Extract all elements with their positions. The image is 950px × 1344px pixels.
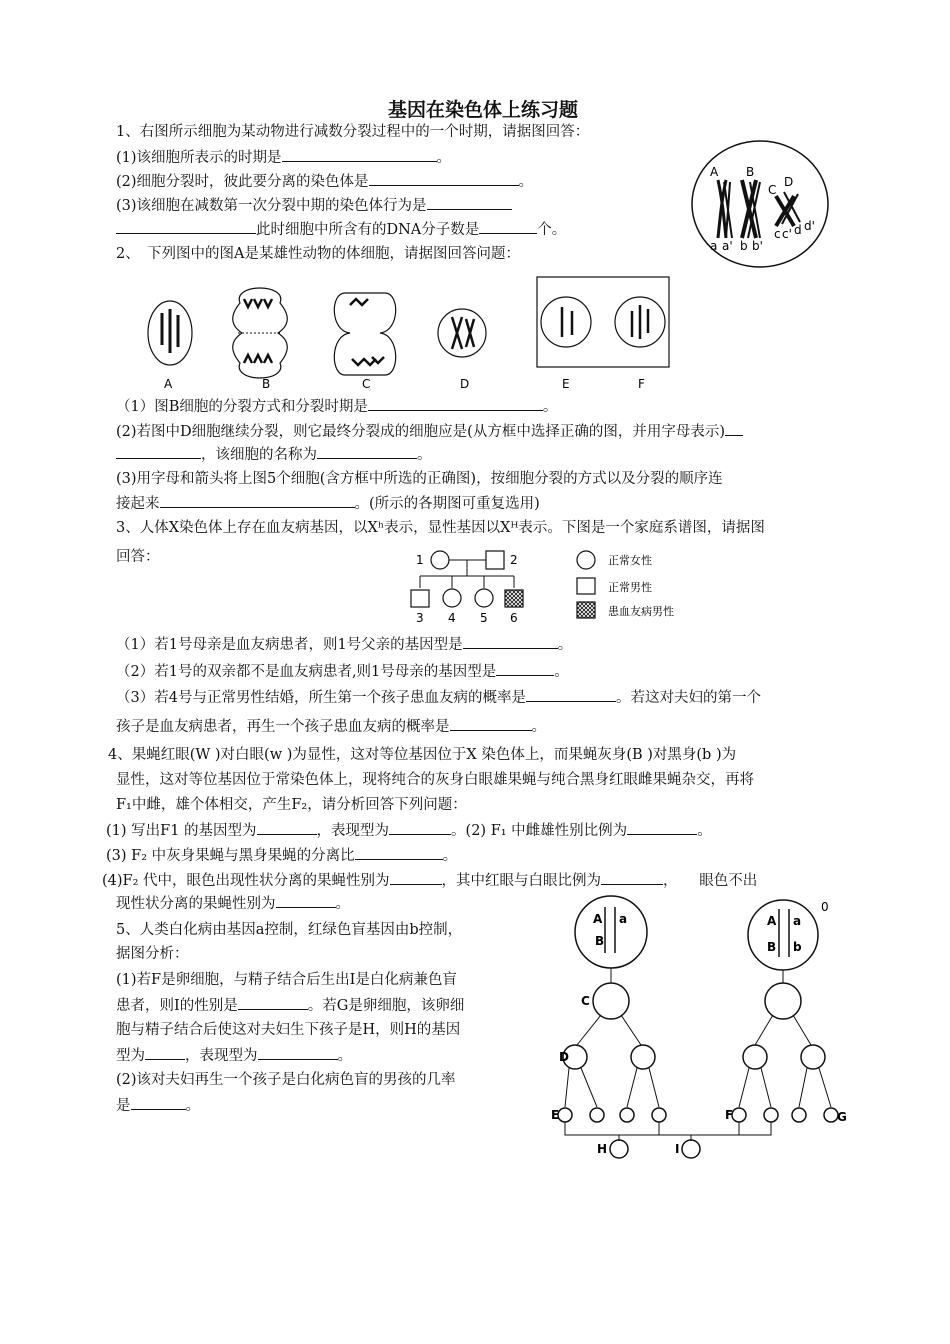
q3-part2 xyxy=(116,661,569,682)
q2-part2-cont-text: ，该细胞的名称为 xyxy=(201,447,317,463)
gamete-formation-figure xyxy=(545,895,850,1160)
label-b: b xyxy=(740,239,748,253)
label-zero: 0 xyxy=(821,900,829,914)
label-c-prime: c' xyxy=(782,227,792,241)
label-cell-c: C xyxy=(362,377,371,391)
q5-part1-a: (1)若F是卵细胞，与精子结合后生出I是白化病兼色盲 xyxy=(116,972,457,988)
q1-part3-cont-text: 此时细胞中所含有的DNA分子数是 xyxy=(256,222,480,238)
q5-part1-d-text: 型为 xyxy=(116,1048,145,1064)
answer-blank[interactable] xyxy=(160,493,355,508)
legend-female-icon xyxy=(577,551,595,569)
answer-blank[interactable] xyxy=(427,195,512,210)
q1-part2-end: 。 xyxy=(518,174,534,190)
label-right-a: a xyxy=(793,914,802,928)
label-left-B: B xyxy=(595,934,605,948)
q4-part1-text: (1) 写出F1 的基因型为 xyxy=(106,823,257,839)
q4-part4-mid: ，其中红眼与白眼比例为 xyxy=(441,873,602,889)
answer-blank[interactable] xyxy=(725,421,743,436)
answer-blank[interactable] xyxy=(368,396,543,411)
q4-part4 xyxy=(102,870,757,891)
q5-part2-a: (2)该对夫妇再生一个孩子是白化病色盲的男孩的几率 xyxy=(116,1072,456,1088)
q2-part2-end: 。 xyxy=(417,447,432,463)
answer-blank[interactable] xyxy=(526,687,616,702)
q4-part4-cont xyxy=(116,893,350,914)
meiosis-cell-figure xyxy=(690,138,830,270)
label-right-A: A xyxy=(767,914,777,928)
q5-part1-c: 胞与精子结合后使这对夫妇生下孩子是H，则H的基因 xyxy=(116,1022,461,1038)
q4-part4-end: 。 xyxy=(335,896,350,912)
pedigree-number-6: 6 xyxy=(510,611,518,625)
q4-stem-line1: 4、果蝇红眼(W )对白眼(w )为显性，这对等位基因位于X 染色体上，而果蝇灰身(B )对黑身(b )为 xyxy=(108,747,737,763)
label-C: C xyxy=(768,183,777,197)
q3-part3-end: 。 xyxy=(531,719,546,735)
legend-affected-icon xyxy=(577,602,595,618)
pedigree-number-3: 3 xyxy=(416,611,424,625)
answer-blank[interactable] xyxy=(131,1095,186,1110)
q5-part2-b-text: 是 xyxy=(116,1098,131,1114)
label-D: D xyxy=(784,175,794,189)
female-5 xyxy=(475,589,493,607)
q1-part3-cont xyxy=(116,219,566,240)
q2-part2-cont xyxy=(116,444,432,465)
q5-part1-d xyxy=(116,1045,352,1066)
answer-blank[interactable] xyxy=(282,147,437,162)
pedigree-number-5: 5 xyxy=(480,611,488,625)
q5-stem: 5、人类白化病由基因a控制，红绿色盲基因由b控制， xyxy=(116,922,463,938)
q3-part1-end: 。 xyxy=(557,637,573,653)
q3-part2-text: （2）若1号的双亲都不是血友病患者,则1号母亲的基因型是 xyxy=(116,664,497,680)
answer-blank[interactable] xyxy=(479,219,537,234)
q2-part3-cont xyxy=(116,493,540,514)
q5-part2-b-end: 。 xyxy=(185,1098,200,1114)
q4-part4-cont-text: 现性状分离的果蝇性别为 xyxy=(116,896,276,912)
q5-part1-b xyxy=(116,995,464,1016)
q3-part2-end: 。 xyxy=(554,664,569,680)
page-title: 基因在染色体上练习题 xyxy=(388,99,579,121)
female-1 xyxy=(431,551,449,569)
label-a: a xyxy=(710,239,718,253)
q4-part2-end: 。 xyxy=(697,823,712,839)
q3-part3-mid: 。若这对夫妇的第一个 xyxy=(615,690,761,706)
q5-part1-d-mid: ，表现型为 xyxy=(185,1048,258,1064)
answer-blank[interactable] xyxy=(450,716,532,731)
answer-blank[interactable] xyxy=(276,893,336,908)
q2-part1-end: 。 xyxy=(542,399,558,415)
answer-blank[interactable] xyxy=(317,444,417,459)
label-E: E xyxy=(551,1108,560,1122)
affected-male-6 xyxy=(505,590,523,607)
label-left-a: a xyxy=(619,912,628,926)
legend-normal-female: 正常女性 xyxy=(608,554,652,567)
q2-part2-text: (2)若图中D细胞继续分裂，则它最终分裂成的细胞应是(从方框中选择正确的图，并用字母表示) xyxy=(116,424,725,440)
q2-stem: 2、 下列图中的图A是某雄性动物的体细胞，请据图回答问题： xyxy=(116,246,520,262)
q4-part1 xyxy=(106,820,712,841)
legend-affected-male: 患血友病男性 xyxy=(608,605,674,618)
label-cell-e: E xyxy=(562,377,570,391)
answer-blank[interactable] xyxy=(369,171,519,186)
answer-blank[interactable] xyxy=(601,870,663,885)
q1-part2 xyxy=(116,171,533,192)
pedigree-number-2: 2 xyxy=(510,553,518,567)
q1-part1-end: 。 xyxy=(436,150,452,166)
label-B: B xyxy=(746,165,755,179)
label-left-A: A xyxy=(593,912,603,926)
answer-blank[interactable] xyxy=(496,661,554,676)
cell-d xyxy=(438,309,486,357)
q1-part3 xyxy=(116,195,512,216)
q4-part1-mid: ，表现型为 xyxy=(316,823,390,839)
q1-part1 xyxy=(116,147,451,168)
pedigree-number-4: 4 xyxy=(448,611,456,625)
label-H: H xyxy=(597,1142,608,1156)
q5-part2-b xyxy=(116,1095,200,1116)
female-4 xyxy=(443,589,461,607)
q2-part1-text: （1）图B细胞的分裂方式和分裂时期是 xyxy=(116,399,368,415)
q1-part3-text: (3)该细胞在减数第一次分裂中期的染色体行为是 xyxy=(116,198,427,214)
q3-part1 xyxy=(116,634,572,655)
answer-blank[interactable] xyxy=(257,820,317,835)
answer-blank[interactable] xyxy=(390,870,442,885)
label-d: d xyxy=(794,223,802,237)
q2-part3-cont-text: 接起来 xyxy=(116,496,160,512)
cell-c xyxy=(334,293,395,375)
q3-part3-cont-text: 孩子是血友病患者，再生一个孩子患血友病的概率是 xyxy=(116,719,450,735)
label-A: A xyxy=(710,165,719,179)
q4-part4-mid2: ， 眼色不出 xyxy=(663,873,758,889)
q3-stem: 3、人体X染色体上存在血友病基因，以Xʰ表示，显性基因以Xᴴ表示。下图是一个家庭系谱图，请据图 xyxy=(116,520,765,536)
answer-blank[interactable] xyxy=(355,845,443,860)
pedigree-number-1: 1 xyxy=(416,553,424,567)
answer-blank[interactable] xyxy=(389,820,451,835)
label-G: G xyxy=(837,1110,847,1124)
answer-blank[interactable] xyxy=(258,1045,338,1060)
q3-part3-text: （3）若4号与正常男性结婚，所生第一个孩子患血友病的概率是 xyxy=(116,690,526,706)
answer-blank[interactable] xyxy=(238,995,308,1010)
q4-part3 xyxy=(106,845,457,866)
q4-stem-line3: F₁中雌，雄个体相交，产生F₂，请分析回答下列问题： xyxy=(116,797,467,813)
label-c: c xyxy=(774,227,781,241)
label-C: C xyxy=(581,994,590,1008)
q5-part1-d-end: 。 xyxy=(337,1048,352,1064)
legend-male-icon xyxy=(577,578,595,594)
label-cell-d: D xyxy=(460,377,470,391)
q1-part2-text: (2)细胞分裂时，彼此要分离的染色体是 xyxy=(116,174,369,190)
q3-part3 xyxy=(116,687,761,708)
label-b-prime: b' xyxy=(752,239,763,253)
male-3 xyxy=(411,590,429,607)
q1-part1-text: (1)该细胞所表示的时期是 xyxy=(116,150,282,166)
q3-stem-cont: 回答： xyxy=(116,549,160,565)
label-right-B: B xyxy=(767,940,777,954)
label-cell-b: B xyxy=(262,377,271,391)
label-cell-f: F xyxy=(638,377,645,391)
cell-division-figure xyxy=(140,275,680,395)
label-cell-a: A xyxy=(164,377,173,391)
cell-e xyxy=(541,297,591,347)
pedigree-chart xyxy=(400,546,700,626)
answer-blank[interactable] xyxy=(145,1045,185,1060)
q4-part3-end: 。 xyxy=(442,848,458,864)
q4-stem-line2: 显性，这对等位基因位于常染色体上，现将纯合的灰身白眼雄果蝇与纯合黑身红眼雌果蝇杂交，再将 xyxy=(116,772,754,788)
legend-normal-male: 正常男性 xyxy=(608,581,652,594)
answer-blank[interactable] xyxy=(627,820,697,835)
label-I: I xyxy=(675,1142,680,1156)
q5-part1-b-end: 。若G是卵细胞，该卵细 xyxy=(307,998,465,1014)
answer-blank[interactable] xyxy=(116,444,201,459)
q5-stem2: 据图分析： xyxy=(116,946,189,962)
q2-part2 xyxy=(116,421,743,442)
q2-part1 xyxy=(116,396,557,417)
label-right-b: b xyxy=(793,940,802,954)
label-F: F xyxy=(725,1108,734,1122)
q3-part3-cont xyxy=(116,716,546,737)
q3-part1-text: （1）若1号母亲是血友病患者，则1号父亲的基因型是 xyxy=(116,637,463,653)
label-a-prime: a' xyxy=(722,239,733,253)
answer-blank[interactable] xyxy=(463,634,558,649)
q4-part2-text: 。(2) F₁ 中雌雄性别比例为 xyxy=(451,823,628,839)
answer-blank[interactable] xyxy=(116,219,256,234)
q4-part4-text: (4)F₂ 代中，眼色出现性状分离的果蝇性别为 xyxy=(102,873,390,889)
q4-part3-text: (3) F₂ 中灰身果蝇与黑身果蝇的分离比 xyxy=(106,848,355,864)
label-d-prime: d' xyxy=(804,219,815,233)
q1-stem: 1、右图所示细胞为某动物进行减数分裂过程中的一个时期，请据图回答： xyxy=(116,124,590,140)
q5-part1-b-text: 患者，则I的性别是 xyxy=(116,998,238,1014)
male-2 xyxy=(486,551,504,569)
label-D: D xyxy=(559,1050,569,1064)
q2-part3-end: 。(所示的各期图可重复选用) xyxy=(354,496,540,512)
q2-part3: (3)用字母和箭头将上图5个细胞(含方框中所选的正确图)，按细胞分裂的方式以及分裂的顺序连 xyxy=(116,471,723,487)
q1-part3-end: 个。 xyxy=(537,222,567,238)
